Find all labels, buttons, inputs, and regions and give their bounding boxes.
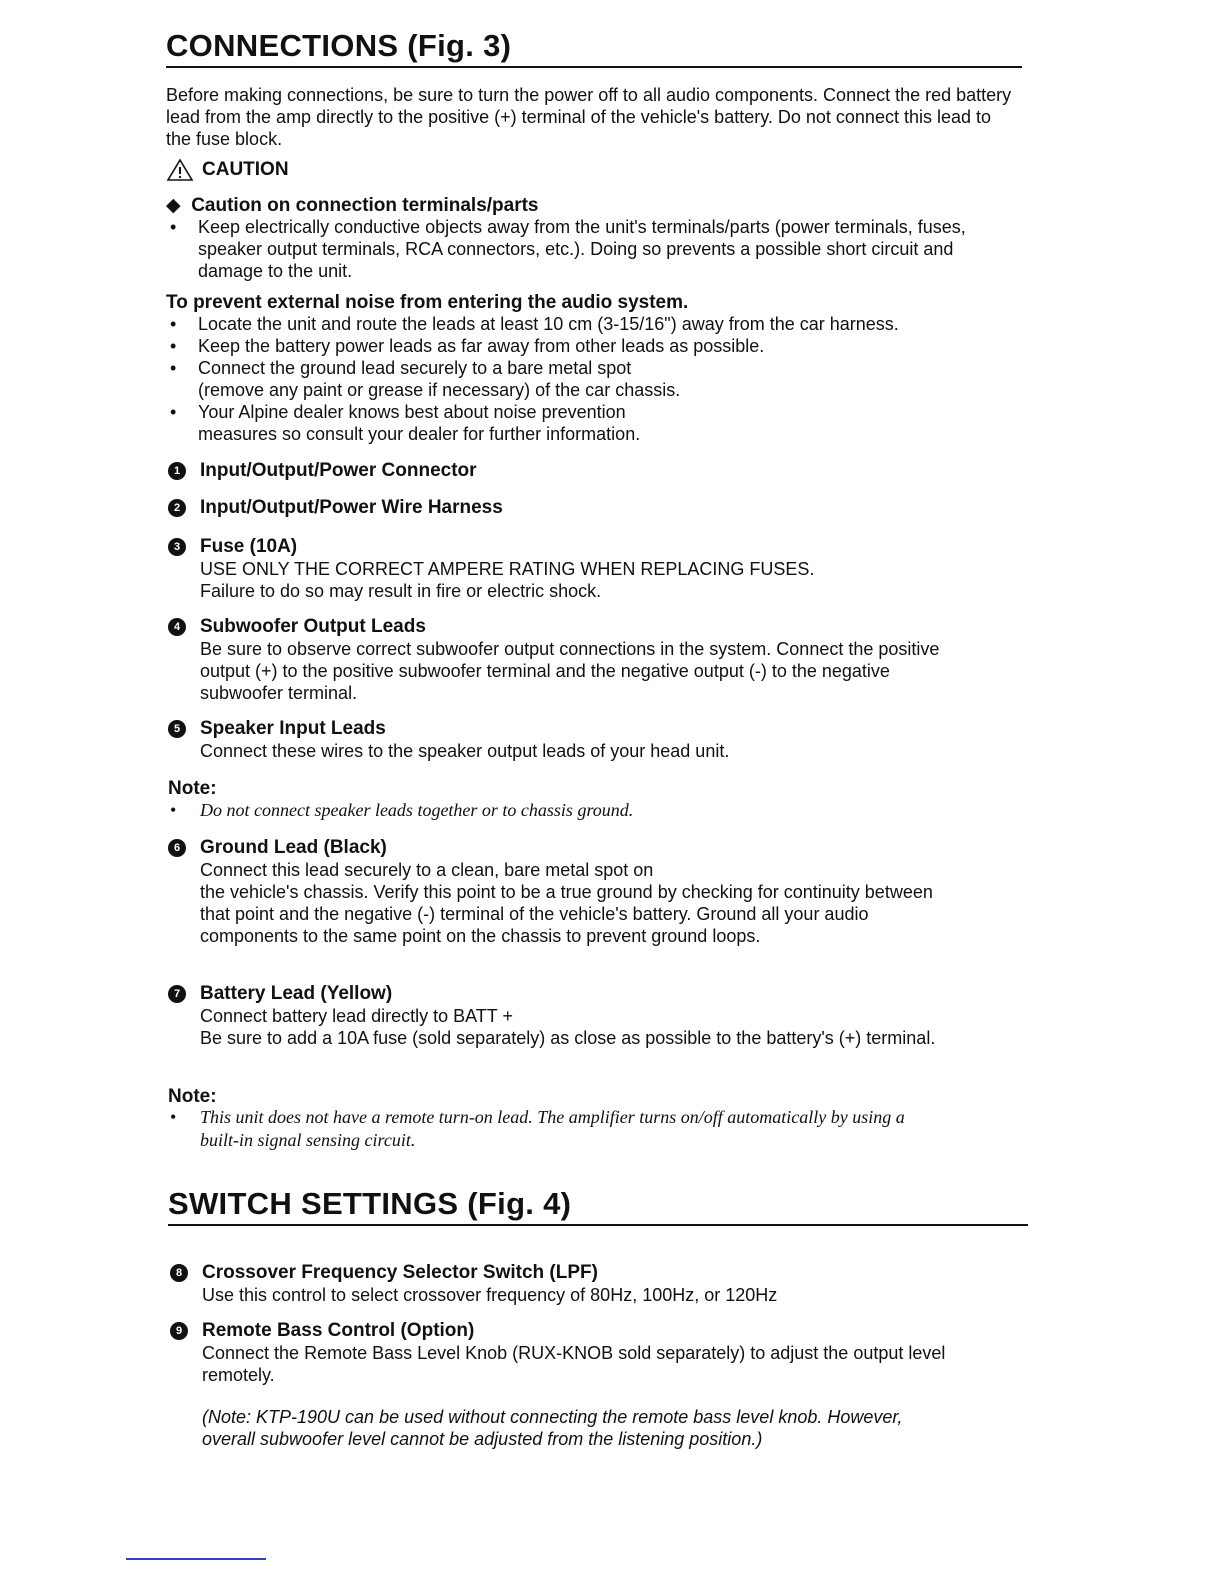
caution-subtitle	[166, 194, 539, 217]
item-ground-lead	[166, 837, 1036, 947]
final-note	[202, 1406, 1032, 1450]
noise-bullets	[166, 313, 1012, 445]
item-body-line: Connect battery lead directly to BATT +	[200, 1006, 513, 1026]
item-body-line: subwoofer terminal.	[200, 683, 358, 703]
connections-heading: CONNECTIONS (Fig. 3)	[166, 28, 1022, 68]
noise-bullet-line: Your Alpine dealer knows best about noise prevention	[198, 402, 626, 422]
number-badge-icon: 1	[168, 462, 186, 480]
note-text: • Do not connect speaker leads together or to chassis ground.	[168, 799, 1014, 822]
item-body-line: Be sure to add a 10A fuse (sold separately) as close as possible to the battery's (+) terminal.	[200, 1028, 936, 1048]
number-badge-icon: 8	[170, 1264, 188, 1282]
noise-title: To prevent external noise from entering the audio system.	[166, 292, 689, 313]
note-list	[168, 799, 1014, 822]
item-body-line: Connect the Remote Bass Level Knob (RUX-KNOB sold separately) to adjust the output level	[202, 1343, 946, 1363]
note-title: Note:	[168, 1086, 217, 1107]
item-title: Input/Output/Power Connector	[200, 460, 477, 481]
noise-bullet	[166, 401, 1012, 445]
item-body-line: that point and the negative (-) terminal of the vehicle's battery. Ground all your audio	[200, 904, 869, 924]
final-note-line: (Note: KTP-190U can be used without connecting the remote bass level knob. However,	[202, 1407, 903, 1427]
item-title: Input/Output/Power Wire Harness	[200, 497, 503, 518]
item-title: Remote Bass Control (Option)	[202, 1320, 475, 1341]
note-text	[168, 1106, 1028, 1152]
number-badge-icon: 7	[168, 985, 186, 1003]
switch-settings-heading: SWITCH SETTINGS (Fig. 4)	[168, 1186, 1028, 1226]
item-body-line: Failure to do so may result in fire or electric shock.	[200, 581, 602, 601]
caution-bullets	[166, 216, 1012, 282]
caution-bullet: • Keep electrically conductive objects away from the unit's terminals/parts (power terminals, fuses, speaker output terminals, RCA connectors, etc.). Doing so prevents a possible short circuit and damage to the unit.	[166, 216, 1012, 282]
item-body-line: Connect these wires to the speaker output leads of your head unit.	[200, 741, 730, 761]
diamond-icon: ◆	[166, 195, 181, 216]
item-remote-bass	[168, 1320, 1038, 1386]
item-title: Fuse (10A)	[200, 536, 298, 557]
item-body-line: Use this control to select crossover frequency of 80Hz, 100Hz, or 120Hz	[202, 1285, 778, 1305]
item-title: Subwoofer Output Leads	[200, 616, 426, 637]
number-badge-icon: 9	[170, 1322, 188, 1340]
item-speaker-input	[166, 718, 1026, 762]
note-line: This unit does not have a remote turn-on lead. The amplifier turns on/off automatically by using a	[200, 1107, 905, 1127]
item-fuse	[166, 536, 1026, 602]
item-battery-lead	[166, 983, 1046, 1049]
item-title: Ground Lead (Black)	[200, 837, 387, 858]
number-badge-icon: 6	[168, 839, 186, 857]
item-body-line: USE ONLY THE CORRECT AMPERE RATING WHEN REPLACING FUSES.	[200, 559, 815, 579]
item-body-line: components to the same point on the chassis to prevent ground loops.	[200, 926, 761, 946]
number-badge-icon: 4	[168, 618, 186, 636]
final-note-line: overall subwoofer level cannot be adjusted from the listening position.)	[202, 1429, 763, 1449]
noise-bullet-line: (remove any paint or grease if necessary) of the car chassis.	[198, 380, 681, 400]
note-list	[168, 1106, 1028, 1152]
item-crossover-switch	[168, 1262, 1028, 1306]
item-title: Speaker Input Leads	[200, 718, 386, 739]
item-title: Crossover Frequency Selector Switch (LPF)	[202, 1262, 598, 1283]
caution-subtitle-text: Caution on connection terminals/parts	[191, 195, 539, 216]
noise-bullet: • Locate the unit and route the leads at least 10 cm (3-15/16") away from the car harness.	[166, 313, 1012, 335]
item-input-output-connector	[166, 460, 1026, 482]
item-body-line: the vehicle's chassis. Verify this point to be a true ground by checking for continuity between	[200, 882, 933, 902]
noise-bullet-line: Connect the ground lead securely to a bare metal spot	[198, 358, 632, 378]
warning-triangle-icon	[166, 158, 194, 182]
note-line: built-in signal sensing circuit.	[200, 1130, 416, 1150]
item-title: Battery Lead (Yellow)	[200, 983, 393, 1004]
caution-label	[166, 158, 289, 182]
note-title: Note:	[168, 778, 217, 799]
noise-bullet: • Keep the battery power leads as far away from other leads as possible.	[166, 335, 1012, 357]
item-body-line: Connect this lead securely to a clean, bare metal spot on	[200, 860, 654, 880]
caution-text: CAUTION	[202, 159, 289, 180]
page-edge-rule	[126, 1558, 266, 1560]
intro-paragraph: Before making connections, be sure to turn the power off to all audio components. Connect the red battery lead from the amp directly to the positive (+) terminal of the vehicle's battery. Do not connect this lead to the fuse block.	[166, 85, 1012, 149]
item-subwoofer-output	[166, 616, 1036, 704]
number-badge-icon: 2	[168, 499, 186, 517]
number-badge-icon: 3	[168, 538, 186, 556]
item-wire-harness	[166, 497, 1026, 519]
item-body-line: remotely.	[202, 1365, 275, 1385]
noise-bullet-line: measures so consult your dealer for further information.	[198, 424, 641, 444]
noise-bullet	[166, 357, 1012, 401]
item-body-line: Be sure to observe correct subwoofer output connections in the system. Connect the positive	[200, 639, 940, 659]
number-badge-icon: 5	[168, 720, 186, 738]
item-body-line: output (+) to the positive subwoofer terminal and the negative output (-) to the negative	[200, 661, 890, 681]
